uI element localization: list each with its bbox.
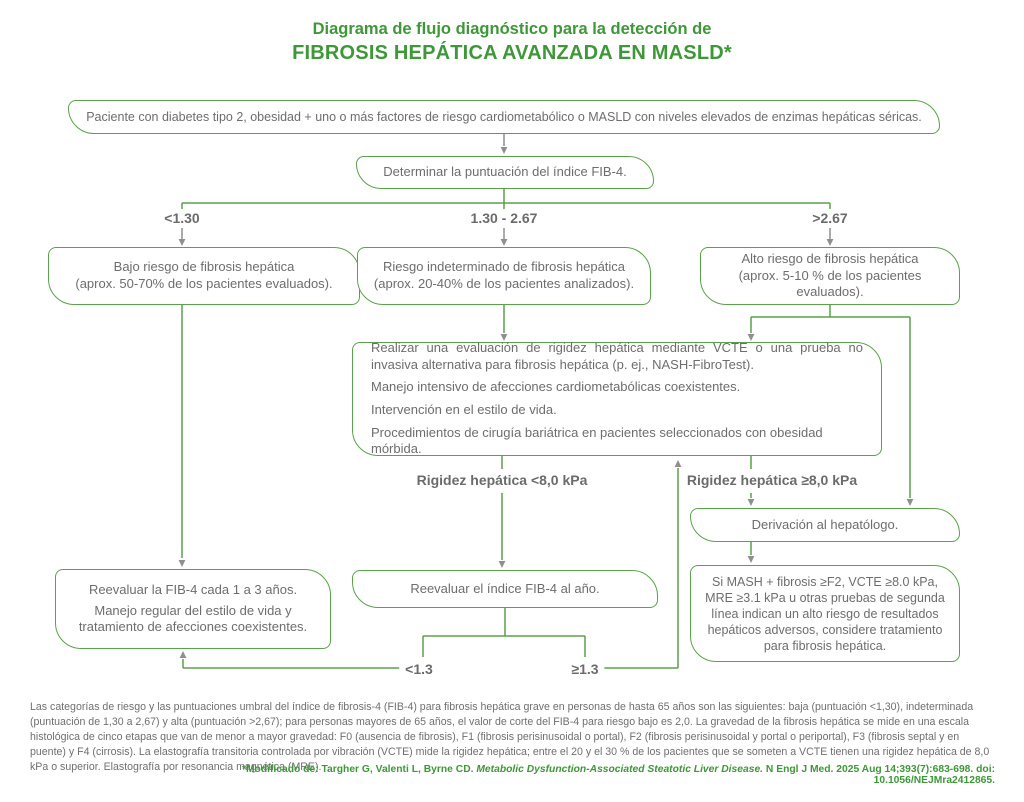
title-line1: Diagrama de flujo diagnóstico para la detección de <box>312 20 712 38</box>
node-alto-riesgo <box>700 247 960 305</box>
node-paciente <box>68 100 940 134</box>
title-line2: FIBROSIS HEPÁTICA AVANZADA EN MASLD* <box>292 42 732 64</box>
node-paciente-text: Paciente con diabetes tipo 2, obesidad + uno o más factores de riesgo cardiometabólico o MASLD con niveles elevados de enzimas hepáticas séricas. <box>86 110 922 124</box>
node-determinar-fib4 <box>356 156 654 189</box>
reevaluar-centro-text: Reevaluar el índice FIB-4 al año. <box>410 580 600 596</box>
node-indeterminado-line1: Riesgo indeterminado de fibrosis hepática <box>382 259 626 275</box>
label-fib4-menor-1-30: <1.30 <box>158 209 205 227</box>
node-derivacion-hepatologo <box>690 508 960 542</box>
node-determinar-text: Determinar la puntuación del índice FIB-4. <box>383 164 627 180</box>
evaluacion-item-1: Realizar una evaluación de rigidez hepática mediante VCTE o una prueba no invasiva alternativa para fibrosis hepática (p. ej., NASH-FibroTest). <box>371 340 863 372</box>
evaluacion-item-2: Manejo intensivo de afecciones cardiometabólicas coexistentes. <box>371 379 741 395</box>
derivacion-text: Derivación al hepatólogo. <box>751 516 899 532</box>
label-fib13-menor: <1.3 <box>399 660 439 678</box>
node-reevaluar-al-ano <box>352 570 658 608</box>
label-rigidez-mayor-8kpa: Rigidez hepática ≥8,0 kPa <box>681 471 863 489</box>
simash-text: Si MASH + fibrosis ≥F2, VCTE ≥8.0 kPa, MRE ≥3.1 kPa u otras pruebas de segunda línea indican un alto riesgo de resultados hepáticos adversos, considere tratamiento para fibrosis hepática. <box>705 574 945 653</box>
label-fib13-mayor: ≥1.3 <box>565 660 604 678</box>
reevaluar-izq-line1: Reevaluar la FIB-4 cada 1 a 3 años. <box>88 582 298 598</box>
node-bajo-line2: (aprox. 50-70% de los pacientes evaluados). <box>75 276 333 291</box>
evaluacion-item-3: Intervención en el estilo de vida. <box>371 402 557 417</box>
node-riesgo-indeterminado <box>357 247 651 305</box>
label-fib4-mayor-2-67: >2.67 <box>806 209 853 227</box>
footnote-text: Las categorías de riesgo y las puntuaciones umbral del índice de fibrosis-4 (FIB-4) para fibrosis hepática grave en personas de hasta 65 años son las siguientes: baja (puntuación <1,30), indeterminada (puntuación de 1,30 a 2,67) y alta (puntuación >2,67); para personas mayores de 65 años, el valor de corte del FIB-4 para riesgo bajo es 2,0. La gravedad de la fibrosis hepática se mide en una escala histológica de cinco etapas que van de menor a mayor gravedad: F0 (ausencia de fibrosis), F1 (fibrosis perisinusoidal o portal), F2 (fibrosis perisinusoidal y portal o periportal), F3 (fibrosis septal y en puente) y F4 (cirrosis). La elastografía transitoria controlada por vibración (VCTE) mide la rigidez hepática; entre el 20 y el 30 % de los pacientes que se someten a VCTE tienen una rigidez hepática de 8,0 kPa o superior. Elastografía por resonancia magnética (MRE). <box>30 701 990 774</box>
reevaluar-izq-line2: Manejo regular del estilo de vida y tratamiento de afecciones coexistentes. <box>78 602 308 635</box>
node-evaluacion-rigidez <box>352 342 882 456</box>
node-indeterminado-line2: (aprox. 20-40% de los pacientes analizados). <box>373 276 635 291</box>
node-alto-line1: Alto riesgo de fibrosis hepática <box>741 251 919 267</box>
node-reevaluar-1-3-anos <box>55 569 331 649</box>
citation-suffix: N Engl J Med. 2025 Aug 14;393(7):683-698. doi: 10.1056/NEJMra2412865. <box>763 764 995 786</box>
node-bajo-riesgo <box>48 247 360 305</box>
evaluacion-item-4: Procedimientos de cirugía bariátrica en pacientes seleccionados con obesidad mórbida. <box>371 424 823 457</box>
node-alto-line2: (aprox. 5-10 % de los pacientes evaluados). <box>738 267 922 300</box>
label-rigidez-menor-8kpa: Rigidez hepática <8,0 kPa <box>411 471 594 489</box>
node-bajo-line1: Bajo riesgo de fibrosis hepática <box>113 259 295 275</box>
label-fib4-1-30-2-67: 1.30 - 2.67 <box>465 209 544 227</box>
citation <box>215 764 995 786</box>
node-si-mash-tratamiento <box>690 565 960 662</box>
citation-prefix: *Modificado de: Targher G, Valenti L, Byrne CD. <box>241 764 477 775</box>
citation-journal-title: Metabolic Dysfunction-Associated Steatotic Liver Disease. <box>476 764 764 775</box>
